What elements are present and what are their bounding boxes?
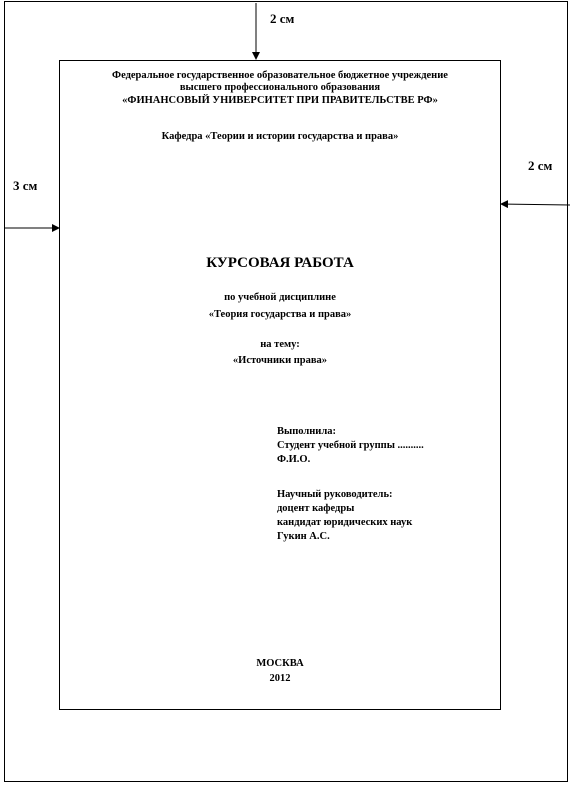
right-margin-label: 2 см [528,158,553,173]
city: МОСКВА [256,658,304,669]
university-name: «ФИНАНСОВЫЙ УНИВЕРСИТЕТ ПРИ ПРАВИТЕЛЬСТВЕ РФ» [122,95,438,106]
author-group: Студент учебной группы .......... [277,440,424,451]
author-name: Ф.И.О. [277,454,311,465]
supervisor-position: доцент кафедры [277,503,355,514]
title-page [59,60,501,710]
header-line-1: Федеральное государственное образовательное бюджетное учреждение [112,70,448,81]
topic-value: «Источники права» [232,355,328,366]
supervisor-name: Гукин А.С. [277,531,330,542]
author-block [277,425,424,467]
right-margin-arrow [501,204,570,205]
document-title: КУРСОВАЯ РАБОТА [206,255,354,271]
year: 2012 [269,673,291,684]
discipline-label: по учебной дисциплине [224,292,336,303]
department-name: Кафедра «Теории и истории государства и права» [161,131,399,142]
discipline-value: «Теория государства и права» [208,309,352,320]
author-heading: Выполнила: [277,426,336,437]
supervisor-heading: Научный руководитель: [277,489,393,500]
supervisor-block [277,488,412,544]
supervisor-degree: кандидат юридических наук [277,517,413,528]
header-line-2: высшего профессионального образования [179,82,381,93]
topic-label: на тему: [260,339,300,350]
left-margin-label: 3 см [13,178,38,193]
top-margin-label: 2 см [270,11,295,26]
